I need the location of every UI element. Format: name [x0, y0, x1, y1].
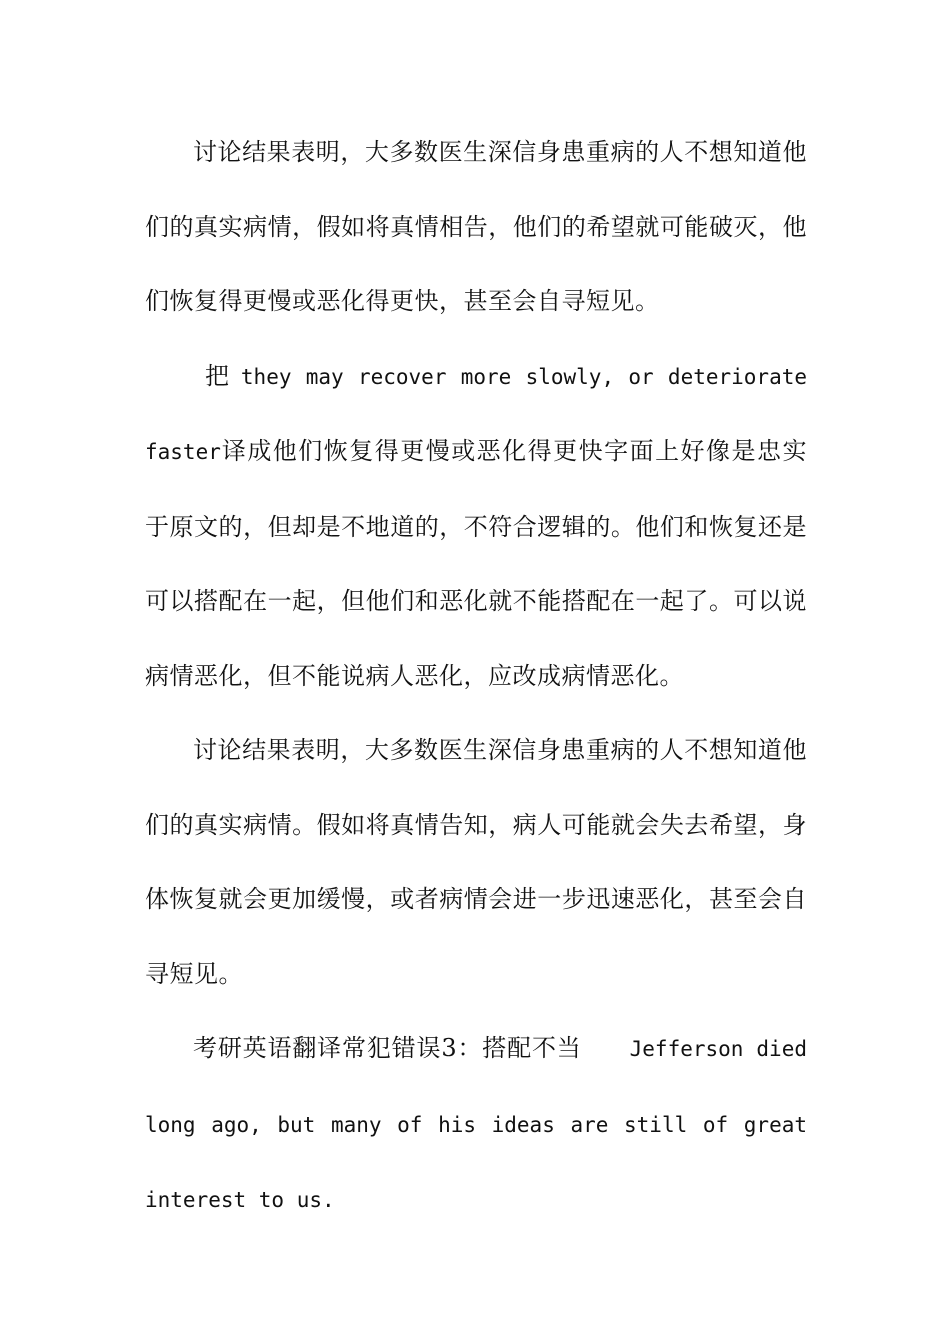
paragraph-analysis [145, 339, 807, 714]
paragraph-original-translation [145, 115, 807, 339]
paragraph-text: 译成他们恢复得更慢或恶化得更快字面上好像是忠实于原文的，但却是不地道的，不符合逻辑的。他们和恢复还是可以搭配在一起，但他们和恶化就不能搭配在一起了。可以说病情恶化，但不能说病人恶化，应改成病情恶化。 [145, 437, 807, 690]
english-example: Jefferson died long ago, but many of his ideas are still of great interest to us. [145, 1037, 807, 1212]
english-phrase: they may recover more slowly, or deteriorate faster [145, 364, 807, 464]
paragraph-error-heading [145, 1011, 807, 1238]
document-body [145, 115, 807, 1238]
paragraph-text: 讨论结果表明，大多数医生深信身患重病的人不想知道他们的真实病情。假如将真情告知，病人可能就会失去希望，身体恢复就会更加缓慢，或者病情会进一步迅速恶化，甚至会自寻短见。 [145, 736, 807, 988]
paragraph-revised-translation [145, 713, 807, 1011]
paragraph-text: 讨论结果表明，大多数医生深信身患重病的人不想知道他们的真实病情，假如将真情相告，他们的希望就可能破灭，他们恢复得更慢或恶化得更快，甚至会自寻短见。 [145, 138, 807, 315]
lead-word: 把 [205, 361, 232, 390]
section-heading: 考研英语翻译常犯错误3：搭配不当 [193, 1034, 582, 1062]
